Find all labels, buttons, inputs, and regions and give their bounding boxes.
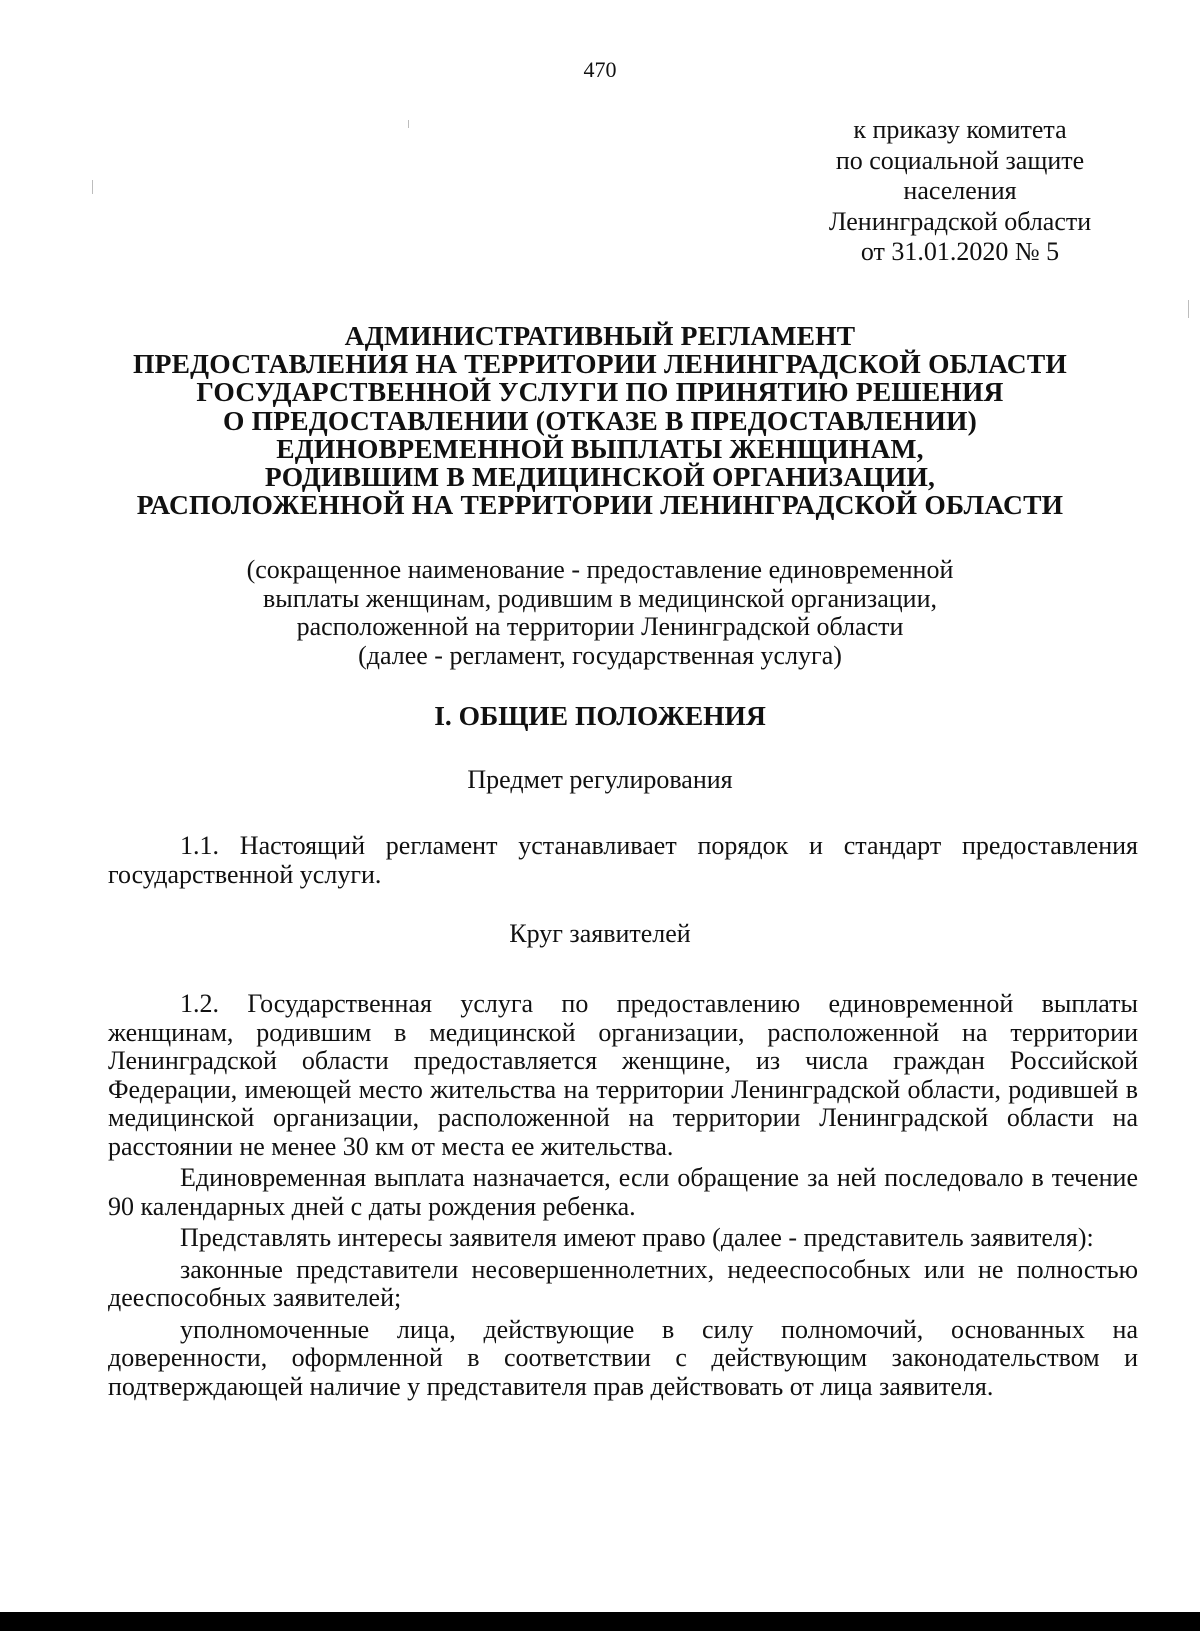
paragraph-1-2: 1.2. Государственная услуга по предоставлению единовременной выплаты женщинам, родившим в медицинской организации, расположенной на территории Ленинградской области предоставляется женщине, из числа граждан Российской Федерации, имеющей место жительства на территории Ленинградской области, родившей в медицинской организации, расположенной на территории Ленинградской области на расстоянии не менее 30 км от места ее жительства. — [108, 989, 1138, 1161]
scan-artifact — [850, 1600, 851, 1609]
title-line: ПРЕДОСТАВЛЕНИЯ НА ТЕРРИТОРИИ ЛЕНИНГРАДСКОЙ ОБЛАСТИ — [133, 348, 1067, 380]
approval-line: от 31.01.2020 № 5 — [860, 237, 1060, 266]
document-title — [100, 322, 1100, 519]
title-line: О ПРЕДОСТАВЛЕНИИ (ОТКАЗЕ В ПРЕДОСТАВЛЕНИИ) — [223, 404, 977, 436]
short-name-line: (далее - регламент, государственная услуга) — [358, 640, 842, 670]
approval-line: по социальной защите — [835, 145, 1085, 175]
title-line: ГОСУДАРСТВЕННОЙ УСЛУГИ ПО ПРИНЯТИЮ РЕШЕНИЯ — [196, 376, 1004, 408]
scan-artifact — [1188, 300, 1189, 318]
scan-artifact — [408, 120, 409, 128]
title-line: АДМИНИСТРАТИВНЫЙ РЕГЛАМЕНТ — [344, 320, 856, 351]
title-line: РАСПОЛОЖЕННОЙ НА ТЕРРИТОРИИ ЛЕНИНГРАДСКОЙ ОБЛАСТИ — [136, 489, 1064, 521]
paragraph-1-2-block — [108, 990, 1138, 1404]
paragraph-1-1: 1.1. Настоящий регламент устанавливает порядок и стандарт предоставления государственной услуги. — [108, 831, 1138, 889]
paragraph-1-1-block — [108, 832, 1138, 889]
paragraph-authorized-persons: уполномоченные лица, действующие в силу полномочий, основанных на доверенности, оформленной в соответствии с действующим законодательством и подтверждающей наличие у представителя прав действовать от лица заявителя. — [108, 1314, 1138, 1401]
short-name-block — [100, 556, 1100, 670]
approval-line: населения — [903, 176, 1017, 205]
paragraph-legal-representatives: законные представители несовершеннолетних, недееспособных или не полностью дееспособных заявителей; — [108, 1254, 1138, 1312]
subheading-regulation-subject: Предмет регулирования — [467, 765, 733, 794]
short-name-line: (сокращенное наименование - предоставление единовременной — [246, 555, 954, 584]
paragraph-representatives: Представлять интересы заявителя имеют право (далее - представитель заявителя): — [180, 1223, 1094, 1252]
title-line: РОДИВШИМ В МЕДИЦИНСКОЙ ОРГАНИЗАЦИИ, — [264, 461, 936, 493]
title-line: ЕДИНОВРЕМЕННОЙ ВЫПЛАТЫ ЖЕНЩИНАМ, — [276, 432, 924, 464]
paragraph-payment-deadline: Единовременная выплата назначается, если обращение за ней последовало в течение 90 календарных дней с даты рождения ребенка. — [108, 1163, 1138, 1221]
scan-artifact — [92, 180, 93, 194]
page-number: 470 — [583, 57, 617, 82]
short-name-line: выплаты женщинам, родившим в медицинской организации, — [263, 583, 937, 613]
scan-bottom-edge — [0, 1612, 1200, 1631]
subheading-applicants: Круг заявителей — [509, 919, 691, 948]
approval-line: Ленинградской области — [828, 206, 1092, 236]
approval-block — [800, 115, 1120, 268]
short-name-line: расположенной на территории Ленинградской области — [296, 612, 904, 641]
section-heading: I. ОБЩИЕ ПОЛОЖЕНИЯ — [434, 700, 766, 731]
approval-line: к приказу комитета — [853, 115, 1067, 144]
